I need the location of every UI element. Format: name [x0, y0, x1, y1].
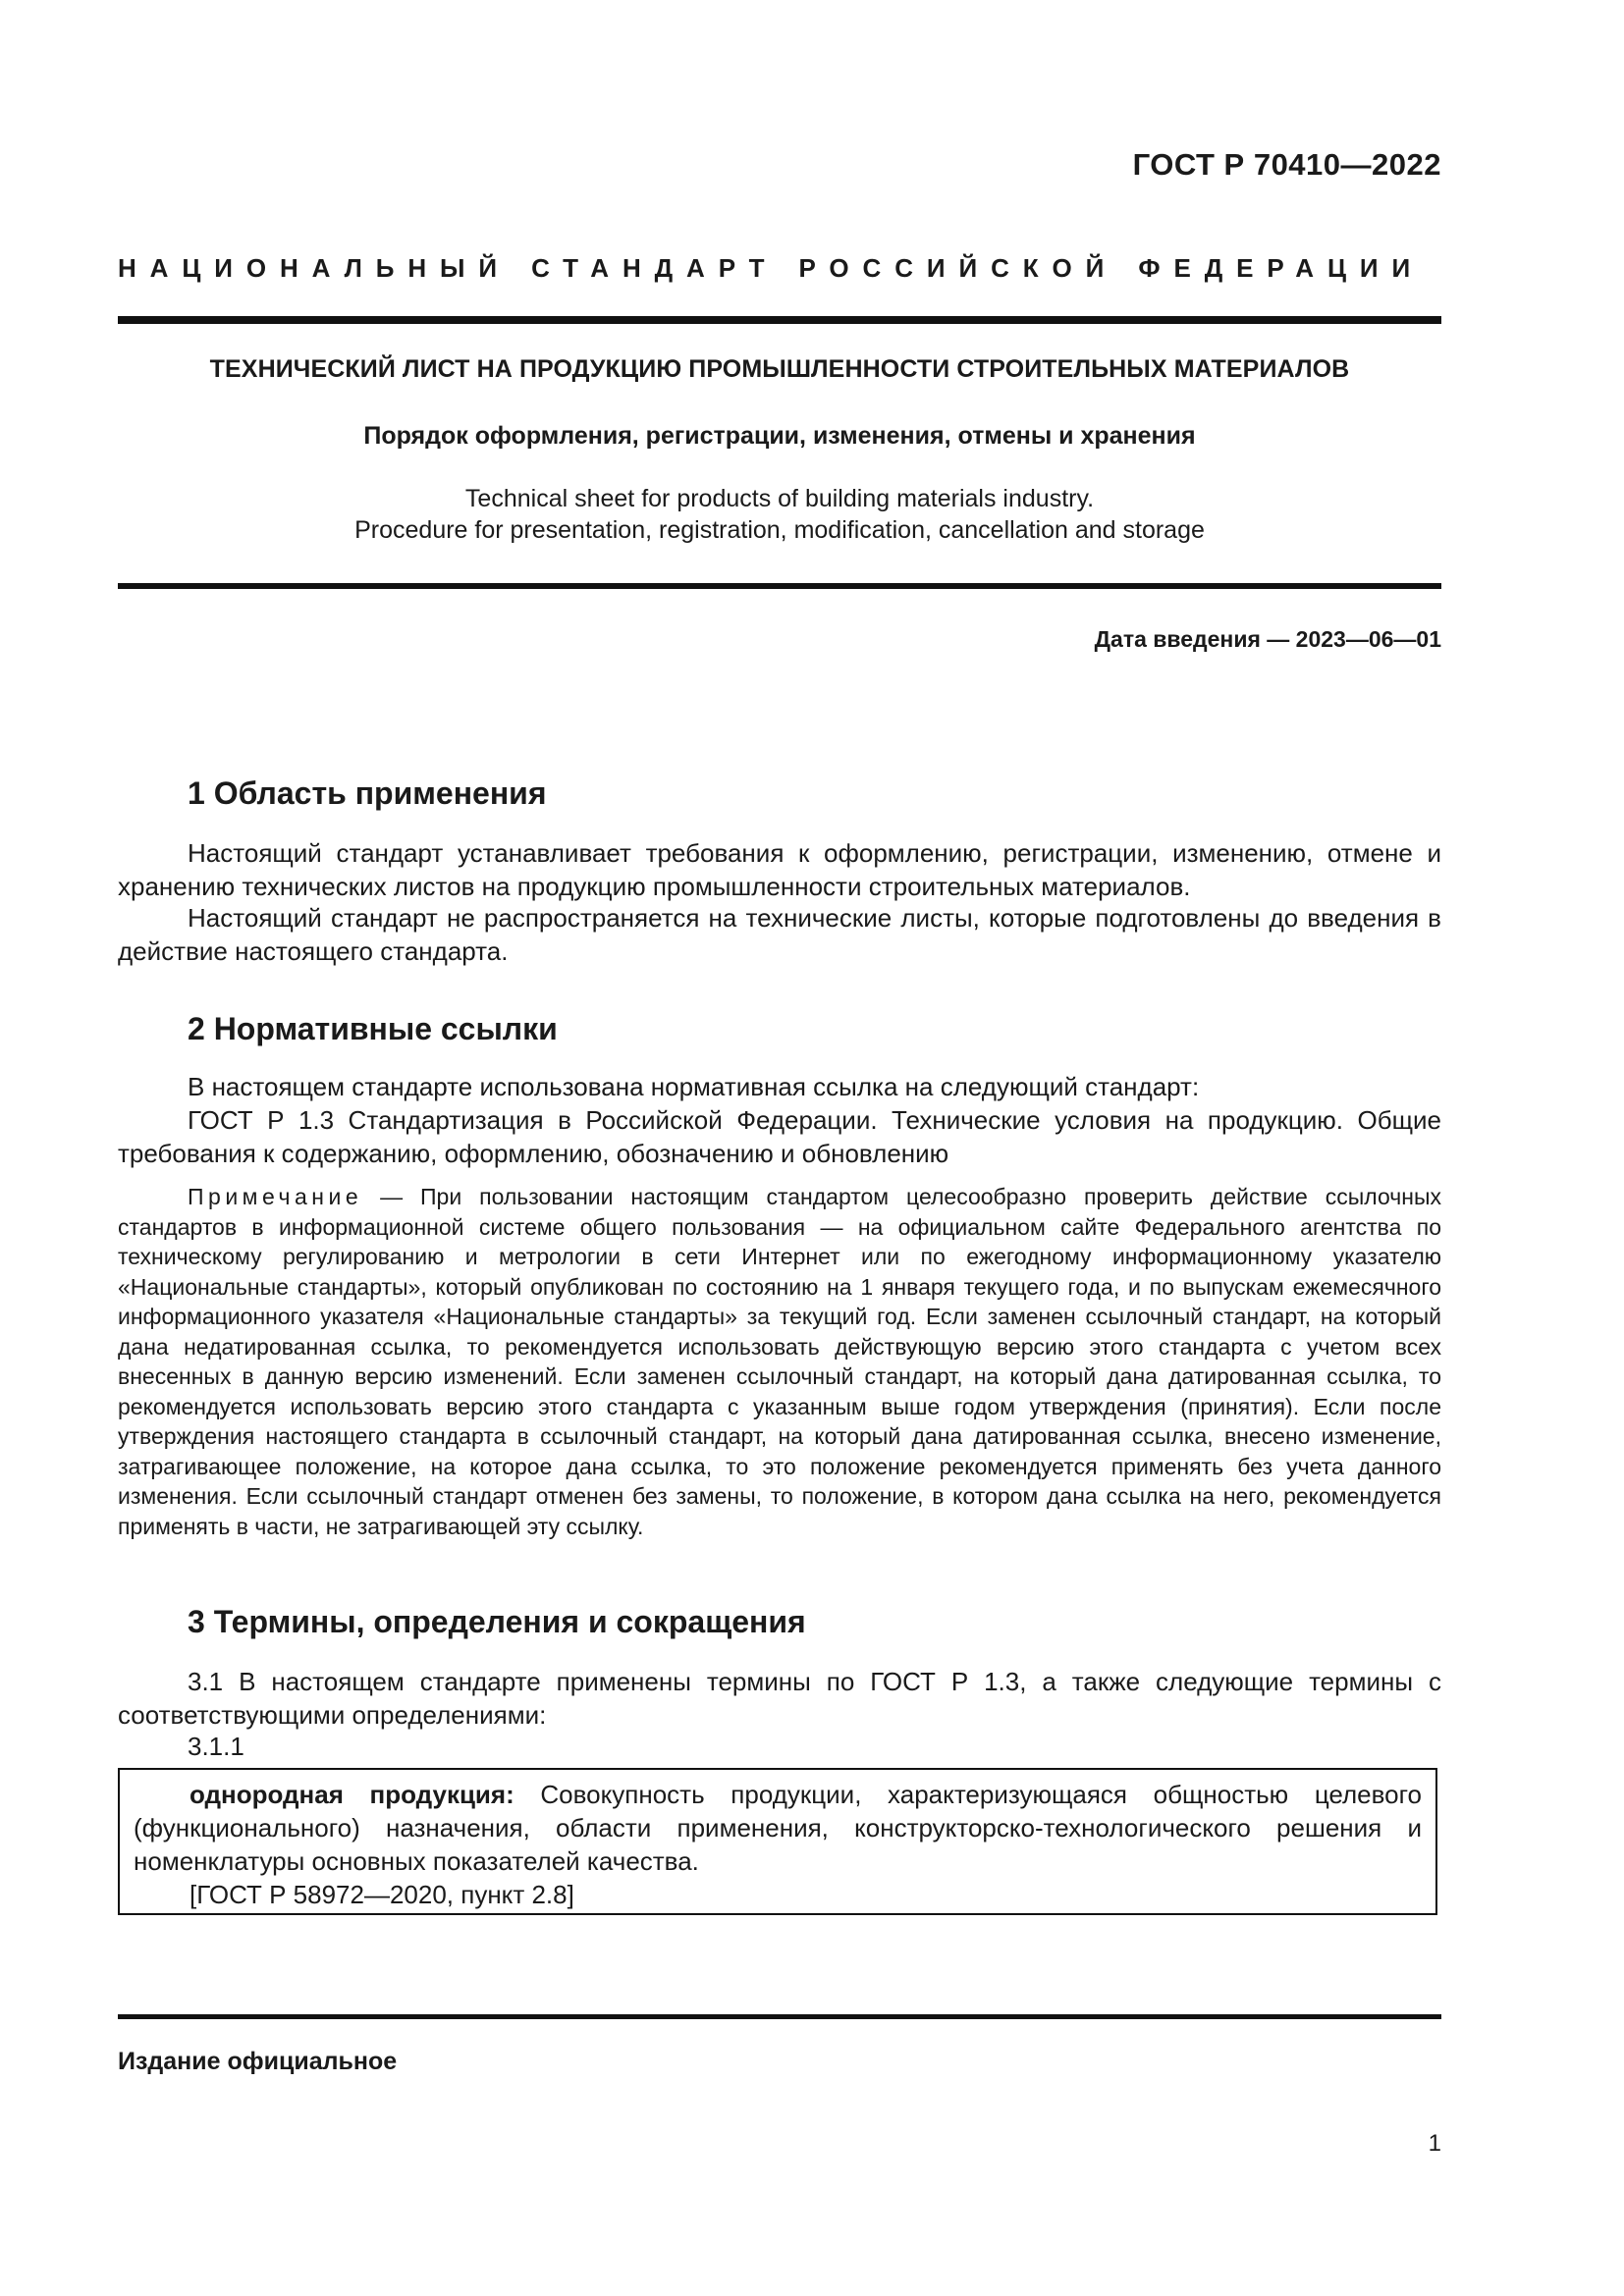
definition-body: Совокупность продукции, характеризующаяся общностью целевого (функционального) назначения, области применения, конструкторско-технологического решения и номенклатуры основных показателей качества. [134, 1780, 1422, 1876]
document-page [118, 0, 1441, 2296]
document-title: ТЕХНИЧЕСКИЙ ЛИСТ НА ПРОДУКЦИЮ ПРОМЫШЛЕННОСТИ СТРОИТЕЛЬНЫХ МАТЕРИАЛОВ [209, 355, 1350, 383]
header-rule [118, 316, 1441, 324]
definition-source: [ГОСТ Р 58972—2020, пункт 2.8] [189, 1880, 574, 1909]
footer-rule [118, 2014, 1441, 2019]
title-rule [118, 583, 1441, 589]
section-2-reference: ГОСТ Р 1.3 Стандартизация в Российской Федерации. Технические условия на продукцию. Общие требования к содержанию, оформлению, обозначению и обновлению [118, 1105, 1441, 1168]
section-2-heading: 2 Нормативные ссылки [188, 1011, 558, 1046]
section-3-heading: 3 Термины, определения и сокращения [188, 1604, 806, 1639]
section-3-paragraph-1: 3.1 В настоящем стандарте применены термины по ГОСТ Р 1.3, а также следующие термины с соответствующими определениями: [118, 1667, 1441, 1730]
definition-term: однородная продукция: [189, 1780, 514, 1809]
definition-text [134, 1778, 1422, 1878]
english-title [118, 483, 1441, 546]
english-title-line-2: Procedure for presentation, registration, modification, cancellation and storage [354, 516, 1205, 544]
definition-box [118, 1768, 1437, 1915]
section-2-paragraph-1: В настоящем стандарте использована нормативная ссылка на следующий стандарт: [188, 1072, 1200, 1101]
note-label: Примечание [188, 1184, 363, 1209]
section-2-note [118, 1182, 1441, 1541]
page-number: 1 [1428, 2130, 1441, 2157]
section-1-heading: 1 Область применения [188, 775, 547, 811]
document-subtitle: Порядок оформления, регистрации, изменения, отмены и хранения [363, 422, 1196, 450]
section-1-paragraph-2: Настоящий стандарт не распространяется на технические листы, которые подготовлены до введения в действие настоящего стандарта. [118, 903, 1441, 966]
section-1-paragraph-1: Настоящий стандарт устанавливает требования к оформлению, регистрации, изменению, отмене и хранению технических листов на продукцию промышленности строительных материалов. [118, 838, 1441, 901]
edition-label: Издание официальное [118, 2048, 398, 2075]
english-title-line-1: Technical sheet for products of building materials industry. [464, 485, 1095, 512]
note-text: — При пользовании настоящим стандартом целесообразно проверить действие ссылочных стандартов в информационной системе общего пользования — на официальном сайте Федерального агентства по техническому регулированию и метрологии в сети Интернет или по ежегодному информационному указателю «Национальные стандарты», который опубликован по состоянию на 1 января текущего года, и по выпускам ежемесячного информационного указателя «Национальные стандарты» за текущий год. Если заменен ссылочный стандарт, на который дана недатированная ссылка, то рекомендуется использовать действующую версию этого стандарта с учетом всех внесенных в данную версию изменений. Если заменен ссылочный стандарт, на который дана датированная ссылка, то рекомендуется использовать версию этого стандарта с указанным выше годом утверждения (принятия). Если после утверждения настоящего стандарта в ссылочный стандарт, на который дана датированная ссылка, внесено изменение, затрагивающее положение, на которое дана ссылка, то это положение рекомендуется применять без учета данного изменения. Если ссылочный стандарт отменен без замены, то положение, в котором дана ссылка на него, рекомендуется применять в части, не затрагивающей эту ссылку. [118, 1184, 1441, 1539]
standard-banner: НАЦИОНАЛЬНЫЙ СТАНДАРТ РОССИЙСКОЙ ФЕДЕРАЦИИ [118, 253, 1425, 283]
section-3-item-number: 3.1.1 [188, 1732, 244, 1761]
document-code: ГОСТ Р 70410—2022 [1132, 147, 1441, 182]
introduction-date: Дата введения — 2023—06—01 [1094, 626, 1441, 652]
